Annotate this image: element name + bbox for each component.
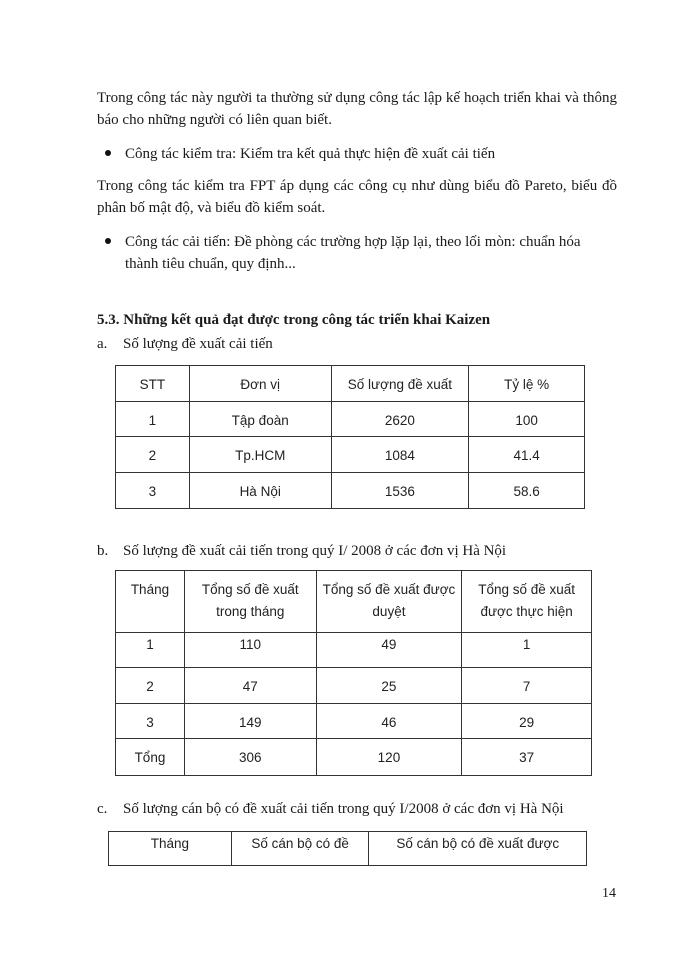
table-header-row [116,571,592,633]
table-cell: 37 [519,750,535,765]
table-cell: 58.6 [513,484,540,499]
table-row [116,473,585,509]
table-hanoi-q1-proposals [115,570,592,776]
table-row [116,704,592,739]
table-cell: 25 [381,679,397,694]
table-header-row [109,832,587,866]
bullet-icon [105,150,111,156]
table-total-row [116,739,592,776]
table-row [116,668,592,704]
table-cell: 46 [381,715,397,730]
table-cell: 120 [377,750,401,765]
table-cell: 1536 [384,484,415,499]
column-header: Tổng số đề xuất trong tháng [201,582,299,619]
table-cell: 3 [148,484,157,499]
table-cell: 306 [238,750,262,765]
column-header: Tháng [150,836,190,851]
table-cell: Tập đoàn [231,413,289,428]
table-cell: 100 [515,413,538,428]
page-number: 14 [602,886,616,901]
table-cell: 149 [238,715,262,730]
table-cell: 1 [148,413,157,428]
table-cell: 49 [381,637,397,652]
column-header: Số lượng đề xuất [347,377,452,392]
table-cell: 3 [146,715,154,730]
bullet-text: Công tác cải tiến: Đề phòng các trường hợp lặp lại, theo lối mòn: chuẩn hóa thành tiêu chuẩn, quy định... [125,234,581,272]
bullet-item-inspection [97,143,627,165]
table-cell: 2 [148,448,157,463]
table-cell: Hà Nội [239,484,281,499]
table-cell: Tổng [134,750,166,765]
subsection-c-title: c. Số lượng cán bộ có đề xuất cải tiến trong quý I/2008 ở các đơn vị Hà Nội [97,801,564,817]
table-row [116,437,585,473]
column-header: Số cán bộ có đề [251,836,349,851]
table-row [116,402,585,437]
subsection-b-title: b. Số lượng đề xuất cải tiến trong quý I/ 2008 ở các đơn vị Hà Nội [97,543,507,559]
table-cell: 47 [242,679,258,694]
bullet-text: Công tác kiểm tra: Kiểm tra kết quả thực hiện đề xuất cải tiến [125,146,496,162]
table-cell: 2620 [384,413,415,428]
column-header: Đơn vị [240,377,281,392]
table-hanoi-q1-staff [108,831,587,866]
table-cell: 110 [239,637,262,652]
table-cell: 41.4 [513,448,540,463]
section-heading: 5.3. Những kết quả đạt được trong công tác triển khai Kaizen [97,312,491,328]
column-header: Số cán bộ có đề xuất được [396,836,560,851]
table-header-row [116,366,585,402]
column-header: Tổng số đề xuất được duyệt [322,582,456,619]
bullet-icon [105,238,111,244]
subsection-a-title: a. Số lượng đề xuất cải tiến [97,336,273,352]
table-row [116,633,592,668]
table-cell: Tp.HCM [235,448,286,463]
table-cell: 1 [522,637,531,652]
table-cell: 1 [146,637,154,652]
paragraph-planning: Trong công tác này người ta thường sử dụng công tác lập kế hoạch triển khai và thông báo cho những người có liên quan biết. [97,90,617,128]
paragraph-inspection: Trong công tác kiểm tra FPT áp dụng các công cụ như dùng biểu đồ Pareto, biểu đồ phân bố mật độ, và biểu đồ kiểm soát. [97,178,617,216]
column-header: Tháng [130,582,170,597]
bullet-item-improvement [97,231,627,275]
table-cell: 1084 [384,448,415,463]
column-header: Tỷ lệ % [504,377,550,392]
column-header: STT [139,377,166,392]
table-cell: 7 [522,679,531,694]
table-cell: 29 [519,715,535,730]
table-cell: 2 [146,679,154,694]
table-proposals-by-unit [115,365,585,509]
column-header: Tổng số đề xuất được thực hiện [478,582,576,619]
